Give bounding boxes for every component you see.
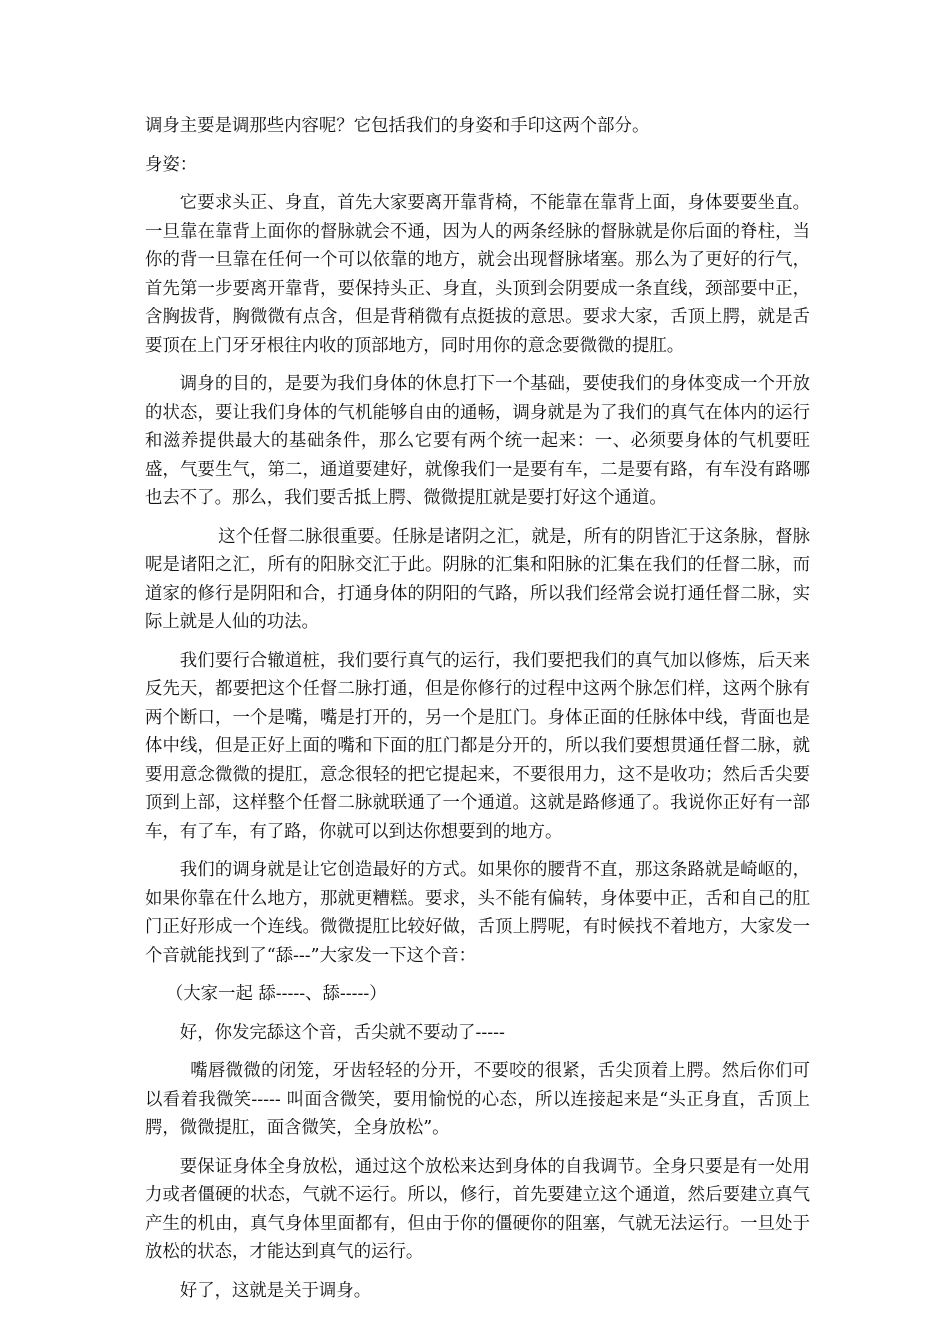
chant-line: （大家一起 舔-----、舔-----） bbox=[165, 984, 387, 1004]
section-heading: 身姿： bbox=[145, 154, 198, 175]
meridians-paragraph: 这个任督二脉很重要。任脉是诸阴之汇，就是，所有的阴皆汇于这条脉，督脉呢是诸阳之汇，所有的阳脉交汇于此。阴脉的汇集和阳脉的汇集在我们的任督二脉，而道家的修行是阴阳和合，打通身体的阴阳的气路，所以我们经常会说打通任督二脉，实际上就是人仙的功法。 bbox=[145, 526, 810, 632]
document-body bbox=[145, 112, 810, 1309]
closing-line: 好了，这就是关于调身。 bbox=[179, 1280, 372, 1301]
posture-paragraph: 它要求头正、身直，首先大家要离开靠背椅，不能靠在靠背上面，身体要要坐直。一旦靠在靠背上面你的督脉就会不通，因为人的两条经脉的督脉就是你后面的脊柱，当你的背一旦靠在任何一个可以依靠的地方，就会出现督脉堵塞。那么为了更好的行气，首先第一步要离开靠背，要保持头正、身直，头顶到会阴要成一条直线，颈部要中正，含胸拔背，胸微微有点含，但是背稍微有点挺拔的意思。要求大家，舌顶上腭，就是舌要顶在上门牙牙根往内收的顶部地方，同时用你的意念要微微的提肛。 bbox=[145, 193, 810, 356]
smile-paragraph: 嘴唇微微的闭笼，牙齿轻轻的分开，不要咬的很紧，舌尖顶着上腭。然后你们可以看着我微笑----- 叫面含微笑，要用愉悦的心态，所以连接起来是“头正身直，舌顶上腭，微微提肛，面含微笑，全身放松”。 bbox=[145, 1061, 810, 1138]
practice-paragraph: 我们要行合辙道桩，我们要行真气的运行，我们要把我们的真气加以修炼，后天来反先天，都要把这个任督二脉打通，但是你修行的过程中这两个脉怎们样，这两个脉有两个断口，一个是嘴，嘴是打开的，另一个是肛门。身体正面的任脉体中线，背面也是体中线，但是正好上面的嘴和下面的肛门都是分开的，所以我们要想贯通任督二脉，就要用意念微微的提肛，意念很轻的把它提起来，不要很用力，这不是收功；然后舌尖要顶到上部，这样整个任督二脉就联通了一个通道。这就是路修通了。我说你正好有一部车，有了车，有了路，你就可以到达你想要到的地方。 bbox=[145, 650, 810, 842]
intro-paragraph: 调身主要是调那些内容呢？它包括我们的身姿和手印这两个部分。 bbox=[145, 116, 650, 136]
relax-paragraph: 要保证身体全身放松，通过这个放松来达到身体的自我调节。全身只要是有一处用力或者僵硬的状态，气就不运行。所以，修行，首先要建立这个通道，然后要建立真气产生的机由，真气身体里面都有，但由于你的僵硬你的阻塞，气就无法运行。一旦处于放松的状态，才能达到真气的运行。 bbox=[145, 1156, 810, 1262]
purpose-paragraph: 调身的目的，是要为我们身体的休息打下一个基础，要使我们的身体变成一个开放的状态，要让我们身体的气机能够自由的通畅，调身就是为了我们的真气在体内的运行和滋养提供最大的基础条件，那么它要有两个统一起来：一、必须要身体的气机要旺盛，气要生气，第二，通道要建好，就像我们一是要有车，二是要有路，有车没有路哪也去不了。那么，我们要舌抵上腭、微微提肛就是要打好这个通道。 bbox=[145, 374, 810, 508]
instruction-line: 好，你发完舔这个音，舌尖就不要动了----- bbox=[179, 1022, 505, 1043]
method-paragraph: 我们的调身就是让它创造最好的方式。如果你的腰背不直，那这条路就是崎岖的，如果你靠在什么地方，那就更糟糕。要求，头不能有偏转，身体要中正，舌和自己的肛门正好形成一个连线。微微提肛比较好做，舌顶上腭呢，有时候找不着地方，大家发一个音就能找到了“舔---”大家发一下这个音： bbox=[145, 860, 810, 966]
